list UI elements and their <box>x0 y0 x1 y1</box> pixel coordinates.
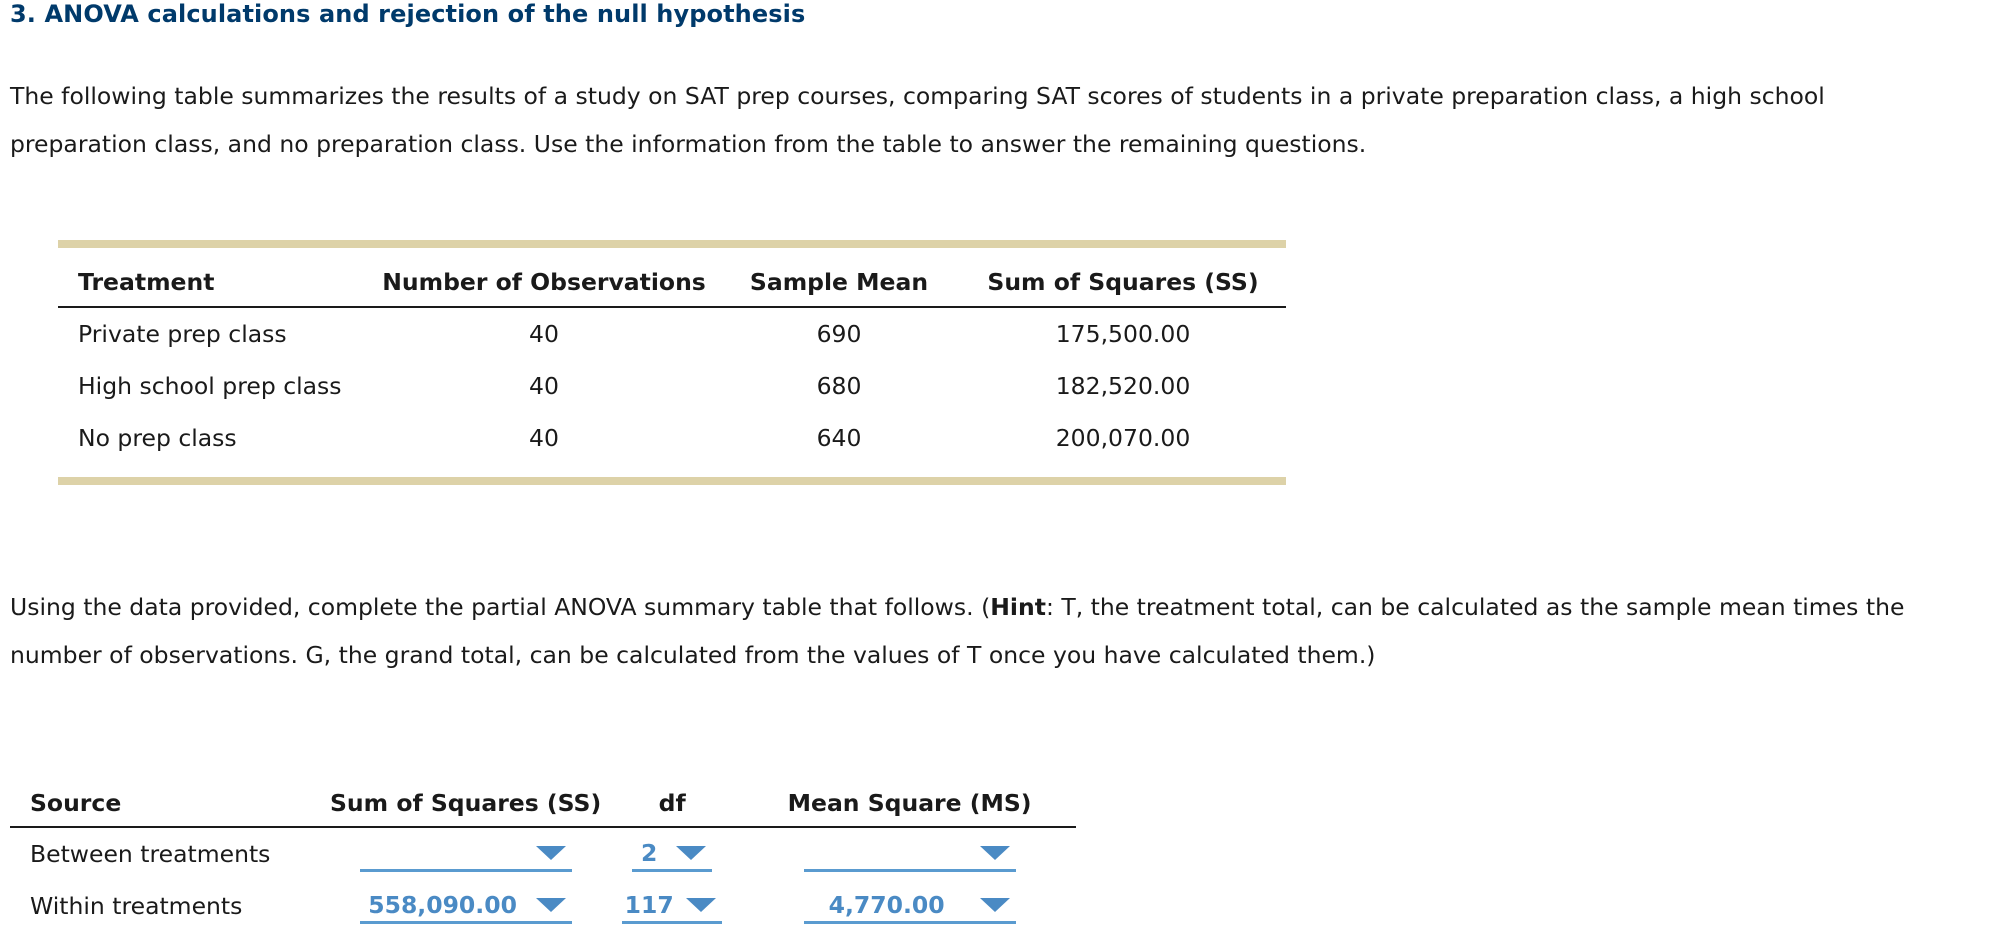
source-cell: Between treatments <box>30 840 271 868</box>
table-top-band <box>58 240 1286 248</box>
between-ms-dropdown[interactable] <box>804 836 1016 872</box>
hint-label: Hint <box>990 593 1046 621</box>
within-df-dropdown[interactable] <box>622 888 722 924</box>
header-df: df <box>601 780 743 827</box>
chevron-down-icon <box>980 846 1010 860</box>
ms-cell <box>743 880 1076 932</box>
within-ss-dropdown[interactable] <box>360 888 572 924</box>
ms-cell <box>743 827 1076 880</box>
chevron-down-icon <box>536 846 566 860</box>
instructions-paragraph <box>10 583 1910 679</box>
df-cell <box>601 827 743 880</box>
ss-cell: 182,520.00 <box>1055 372 1191 400</box>
between-df-dropdown[interactable] <box>632 836 712 872</box>
mean-cell: 680 <box>816 372 862 400</box>
instructions-text: Using the data provided, complete the partial ANOVA summary table that follows. ( <box>10 593 991 621</box>
ss-cell: 175,500.00 <box>1055 320 1191 348</box>
dropdown-value: 4,770.00 <box>828 890 945 919</box>
mean-cell: 690 <box>816 320 862 348</box>
observations-cell: 40 <box>529 372 559 400</box>
chevron-down-icon <box>686 898 716 912</box>
chevron-down-icon <box>676 846 706 860</box>
table-bottom-band <box>58 477 1286 485</box>
header-observations: Number of Observations <box>370 258 718 307</box>
source-cell: Within treatments <box>30 892 243 920</box>
dropdown-value: 558,090.00 <box>368 890 517 919</box>
dropdown-value: 2 <box>641 838 658 867</box>
table-row <box>58 307 1286 360</box>
within-ms-dropdown[interactable] <box>804 888 1016 924</box>
table-header-row <box>58 258 1286 307</box>
anova-summary-table <box>10 780 1076 932</box>
anova-row-within <box>10 880 1076 932</box>
chevron-down-icon <box>536 898 566 912</box>
header-ss: Sum of Squares (SS) <box>330 780 601 827</box>
header-ms: Mean Square (MS) <box>743 780 1076 827</box>
header-treatment: Treatment <box>58 258 370 307</box>
study-data-table <box>58 258 1286 464</box>
instructions-text: : T, the treatment total, can be calculated as the sample mean times the number of observations. G, the grand total, can be calculated from the values of T once you have calculated them.) <box>10 593 1905 669</box>
section-heading: 3. ANOVA calculations and rejection of the null hypothesis <box>10 0 806 28</box>
anova-header-row <box>10 780 1076 827</box>
observations-cell: 40 <box>529 320 559 348</box>
treatment-cell: No prep class <box>78 424 237 452</box>
intro-paragraph: The following table summarizes the results of a study on SAT prep courses, comparing SAT scores of students in a private preparation class, a high school preparation class, and no preparation class. Use the information from the table to answer the remaining questions. <box>10 82 1825 158</box>
treatment-cell: Private prep class <box>78 320 287 348</box>
header-sample-mean: Sample Mean <box>718 258 960 307</box>
df-cell <box>601 880 743 932</box>
chevron-down-icon <box>980 898 1010 912</box>
anova-row-between <box>10 827 1076 880</box>
mean-cell: 640 <box>816 424 862 452</box>
header-sum-of-squares: Sum of Squares (SS) <box>960 258 1286 307</box>
ss-cell <box>330 827 601 880</box>
between-ss-dropdown[interactable] <box>360 836 572 872</box>
ss-cell <box>330 880 601 932</box>
ss-cell: 200,070.00 <box>1055 424 1191 452</box>
header-source: Source <box>10 780 330 827</box>
table-row <box>58 412 1286 464</box>
treatment-cell: High school prep class <box>78 372 342 400</box>
observations-cell: 40 <box>529 424 559 452</box>
table-row <box>58 360 1286 412</box>
dropdown-value: 117 <box>624 890 674 919</box>
